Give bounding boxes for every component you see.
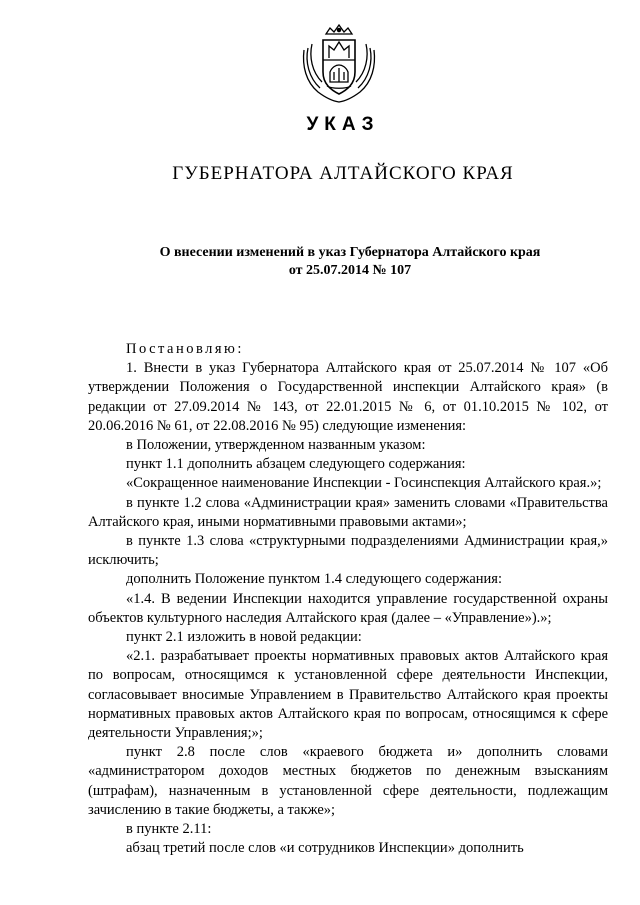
paragraph: 1. Внести в указ Губернатора Алтайского края от 25.07.2014 № 107 «Об утверждении Положения о Государственной инспекции Алтайского края» (в редакции от 27.09.2014 № 143, от 22.01.2015 № 6, от 01.10.2015 № 102, от 20.06.2016 № 61, от 22.08.2016 № 95) следующие изменения:	[88, 360, 608, 434]
document-body	[88, 340, 608, 858]
paragraph: дополнить Положение пунктом 1.4 следующего содержания:	[126, 571, 503, 588]
paragraph: пункт 2.8 после слов «краевого бюджета и» дополнить словами «администратором доходов местных бюджетов по денежным взысканиям (штрафам), назначенным в установленной сфере деятельности, подлежащим зачислению в такие бюджеты, а также»;	[88, 744, 608, 818]
decree-word: Постановляю:	[126, 341, 244, 357]
paragraph: «Сокращенное наименование Инспекции - Госинспекция Алтайского края.»;	[126, 475, 602, 492]
paragraph: абзац третий после слов «и сотрудников Инспекции» дополнить	[126, 840, 524, 857]
coat-of-arms-emblem	[296, 22, 382, 104]
paragraph: в пункте 1.3 слова «структурными подразделениями Администрации края,» исключить;	[88, 533, 608, 569]
document-type-heading: УКАЗ	[306, 114, 380, 135]
document-title	[100, 244, 600, 280]
paragraph: в пункте 2.11:	[126, 821, 212, 838]
paragraph: пункт 1.1 дополнить абзацем следующего содержания:	[126, 456, 466, 473]
title-line-2: от 25.07.2014 № 107	[288, 263, 412, 278]
paragraph: в Положении, утвержденном названным указом:	[126, 437, 426, 454]
paragraph: «2.1. разрабатывает проекты нормативных правовых актов Алтайского края по вопросам, относящимся к установленной сфере деятельности Инспекции, согласовывает вносимые Управлением в Правительство Алтайского края проекты нормативных правовых актов Алтайского края по вопросам, относящимся к сфере деятельности Управления;»;	[88, 648, 608, 742]
paragraph: пункт 2.1 изложить в новой редакции:	[126, 629, 362, 646]
title-line-1: О внесении изменений в указ Губернатора Алтайского края	[159, 245, 541, 260]
paragraph: «1.4. В ведении Инспекции находится управление государственной охраны объектов культурного наследия Алтайского края (далее – «Управление»).»;	[88, 590, 608, 626]
paragraph: в пункте 1.2 слова «Администрации края» заменить словами «Правительства Алтайского края, иными нормативными правовыми актами»;	[88, 494, 608, 530]
issuer-heading: ГУБЕРНАТОРА АЛТАЙСКОГО КРАЯ	[172, 163, 514, 184]
